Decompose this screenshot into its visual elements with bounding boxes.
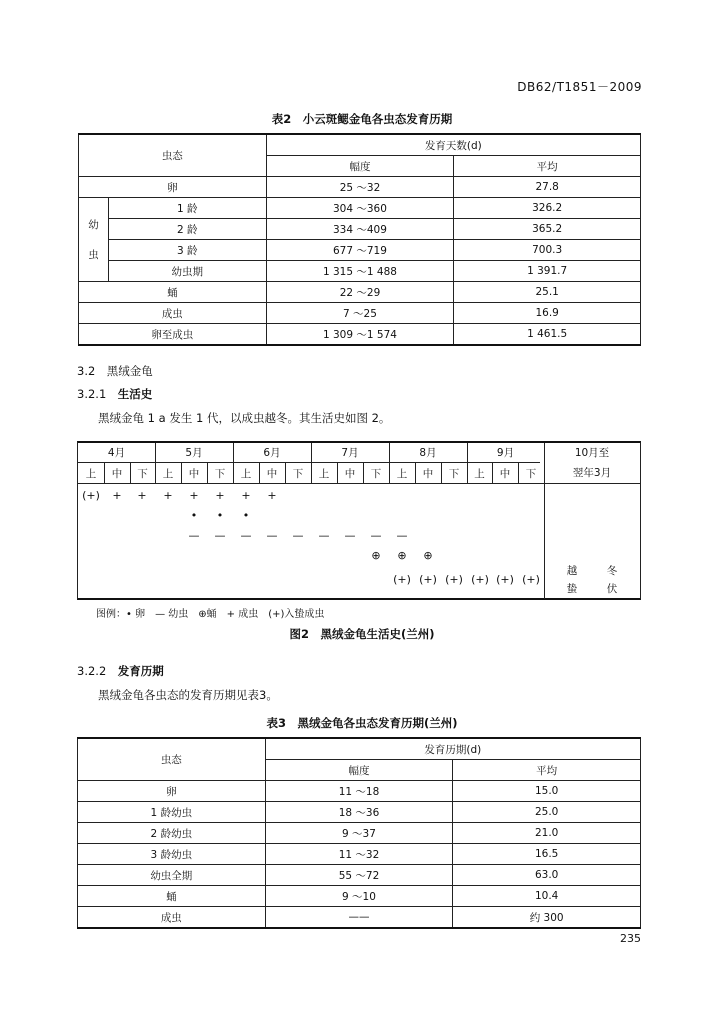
range-cell: 1 315 ～1 488: [266, 261, 454, 282]
mean-cell: 326.2: [454, 198, 641, 219]
adult-mark: +: [241, 489, 251, 502]
stage-cell: 成虫: [78, 907, 266, 929]
table-row: [78, 886, 641, 907]
period-label: 下: [370, 468, 382, 480]
range-cell: 55 ～72: [265, 865, 453, 886]
range-cell: 304 ～360: [266, 198, 454, 219]
table-row: [78, 865, 641, 886]
header-range: 幅度: [266, 156, 454, 177]
range-cell: 18 ～36: [265, 802, 453, 823]
larva-mark: —: [214, 529, 226, 542]
mean-cell: 约 300: [453, 907, 641, 929]
table-row: [79, 303, 641, 324]
stage-cell: 1 龄幼虫: [78, 802, 266, 823]
table-row: [78, 907, 641, 929]
figure2-caption: 图2 黑绒金龟生活史(兰州): [289, 627, 435, 641]
range-cell: 9 ～37: [265, 823, 453, 844]
adult-mark: +: [215, 489, 225, 502]
month-label: 4月: [107, 447, 126, 459]
paragraph-life-history: 黑绒金龟 1 a 发生 1 代，以成虫越冬。其生活史如图 2。: [98, 411, 391, 425]
paragraph-dev-period: 黑绒金龟各虫态的发育历期见表3。: [98, 688, 278, 702]
overwinter-adult-mark: (+): [471, 573, 489, 586]
mean-cell: 21.0: [453, 823, 641, 844]
range-cell: 334 ～409: [266, 219, 454, 240]
larva-group-cell: 幼 虫: [79, 198, 109, 282]
period-label: 中: [188, 468, 200, 480]
range-cell: 9 ～10: [265, 886, 453, 907]
mean-cell: 1 391.7: [454, 261, 641, 282]
period-label: 中: [111, 468, 123, 480]
month-label-last: 10月至: [574, 447, 610, 459]
stage-cell: 卵: [78, 781, 266, 802]
larva-mark: —: [188, 529, 200, 542]
table-row: [79, 240, 641, 261]
period-label: 上: [85, 468, 97, 480]
table-row: [79, 198, 641, 219]
stage-cell: 成虫: [79, 303, 267, 324]
mean-cell: 63.0: [453, 865, 641, 886]
life-history-chart: [77, 441, 641, 600]
table2: [78, 133, 641, 346]
table-row: [79, 219, 641, 240]
mean-cell: 15.0: [453, 781, 641, 802]
adult-mark: +: [137, 489, 147, 502]
range-cell: 25 ～32: [266, 177, 454, 198]
period-label: 下: [448, 468, 460, 480]
adult-mark: +: [163, 489, 173, 502]
table-row: [78, 802, 641, 823]
month-label: 6月: [263, 447, 281, 459]
larva-mark: —: [292, 529, 304, 542]
table-row: [78, 781, 641, 802]
overwinter-text: 冬: [606, 565, 618, 577]
larva-mark: —: [344, 529, 356, 542]
mean-cell: 365.2: [454, 219, 641, 240]
stage-cell: 幼虫期: [108, 261, 266, 282]
period-label: 中: [266, 468, 278, 480]
stage-cell: 蛹: [78, 886, 266, 907]
standard-code: DB62/T1851－2009: [517, 80, 642, 94]
mean-cell: 16.5: [453, 844, 641, 865]
header-mean: 平均: [454, 156, 641, 177]
month-label: 5月: [185, 447, 203, 459]
stage-cell: 1 龄: [108, 198, 266, 219]
egg-mark: •: [190, 509, 198, 522]
period-label: 上: [474, 468, 485, 480]
overwinter-text: 越: [566, 565, 578, 577]
table-row: [79, 177, 641, 198]
mean-cell: 16.9: [454, 303, 641, 324]
table-row: [79, 261, 641, 282]
period-label: 上: [318, 468, 330, 480]
larva-mark: —: [240, 529, 252, 542]
table2-caption: 表2 小云斑鳃金龟各虫态发育历期: [271, 112, 453, 126]
header-range: 幅度: [265, 760, 453, 781]
month-label: 7月: [341, 447, 359, 459]
range-cell: 11 ～32: [265, 844, 453, 865]
overwinter-adult-mark: (+): [393, 573, 411, 586]
period-label: 中: [344, 468, 356, 480]
pupa-mark: ⊕: [371, 549, 381, 562]
table-row: [79, 282, 641, 303]
mean-cell: 1 461.5: [454, 324, 641, 346]
period-label: 上: [396, 468, 408, 480]
mean-cell: 25.0: [453, 802, 641, 823]
stage-cell: 3 龄幼虫: [78, 844, 266, 865]
stage-cell: 2 龄: [108, 219, 266, 240]
period-label: 中: [422, 468, 434, 480]
table3: [77, 737, 641, 929]
month-label: 9月: [496, 447, 515, 459]
range-cell: 11 ～18: [265, 781, 453, 802]
mean-cell: 700.3: [454, 240, 641, 261]
month-label-last: 翌年3月: [572, 467, 612, 479]
month-label: 8月: [419, 447, 437, 459]
period-label: 下: [137, 468, 148, 480]
stage-cell: 蛹: [79, 282, 267, 303]
figure-legend: 图例：• 卵 — 幼虫 ⊕蛹 + 成虫 (+)入蛰成虫: [96, 609, 325, 620]
table3-caption: 表3 黑绒金龟各虫态发育历期(兰州): [266, 716, 458, 730]
period-label: 下: [525, 468, 537, 480]
section-3-2-2-heading: 3.2.2 发育历期: [77, 664, 164, 678]
period-label: 下: [214, 468, 226, 480]
table-row: [78, 844, 641, 865]
period-label: 下: [292, 468, 304, 480]
mean-cell: 25.1: [454, 282, 641, 303]
larva-mark: —: [396, 529, 408, 542]
range-cell: 677 ～719: [266, 240, 454, 261]
overwinter-adult-mark: (+): [522, 573, 540, 586]
mean-cell: 10.4: [453, 886, 641, 907]
header-mean: 平均: [453, 760, 641, 781]
header-stage: 虫态: [78, 738, 266, 781]
pupa-mark: ⊕: [397, 549, 407, 562]
stage-cell: 2 龄幼虫: [78, 823, 266, 844]
range-cell: 1 309 ～1 574: [266, 324, 454, 346]
header-stage: 虫态: [79, 134, 267, 177]
overwinter-text: 蛰: [566, 583, 578, 595]
adult-mark: +: [112, 489, 122, 502]
page-number: 235: [620, 932, 641, 945]
overwinter-adult-mark: (+): [419, 573, 437, 586]
table-row: [79, 324, 641, 346]
table-row: [78, 823, 641, 844]
overwinter-text: 伏: [606, 583, 618, 595]
range-cell: 22 ～29: [266, 282, 454, 303]
mean-cell: 27.8: [454, 177, 641, 198]
larva-mark: —: [370, 529, 382, 542]
section-3-2-1-heading: 3.2.1 生活史: [77, 387, 153, 401]
overwinter-adult-mark: (+): [445, 573, 463, 586]
period-label: 中: [499, 468, 511, 480]
larva-mark: —: [318, 529, 330, 542]
egg-mark: •: [216, 509, 224, 522]
overwinter-adult-mark: (+): [496, 573, 514, 586]
stage-cell: 3 龄: [108, 240, 266, 261]
header-days: 发育天数(d): [266, 134, 640, 156]
larva-mark: —: [266, 529, 278, 542]
adult-mark: +: [189, 489, 199, 502]
range-cell: ——: [265, 907, 453, 929]
egg-mark: •: [242, 509, 250, 522]
stage-cell: 幼虫全期: [78, 865, 266, 886]
period-label: 上: [162, 468, 174, 480]
stage-cell: 卵至成虫: [79, 324, 267, 346]
range-cell: 7 ～25: [266, 303, 454, 324]
stage-cell: 卵: [79, 177, 267, 198]
adult-mark: +: [267, 489, 277, 502]
pupa-mark: ⊕: [423, 549, 433, 562]
adult-overwintered-mark: (+): [82, 489, 100, 502]
section-3-2-heading: 3.2 黑绒金龟: [77, 364, 153, 378]
period-label: 上: [240, 468, 252, 480]
header-days: 发育历期(d): [265, 738, 640, 760]
